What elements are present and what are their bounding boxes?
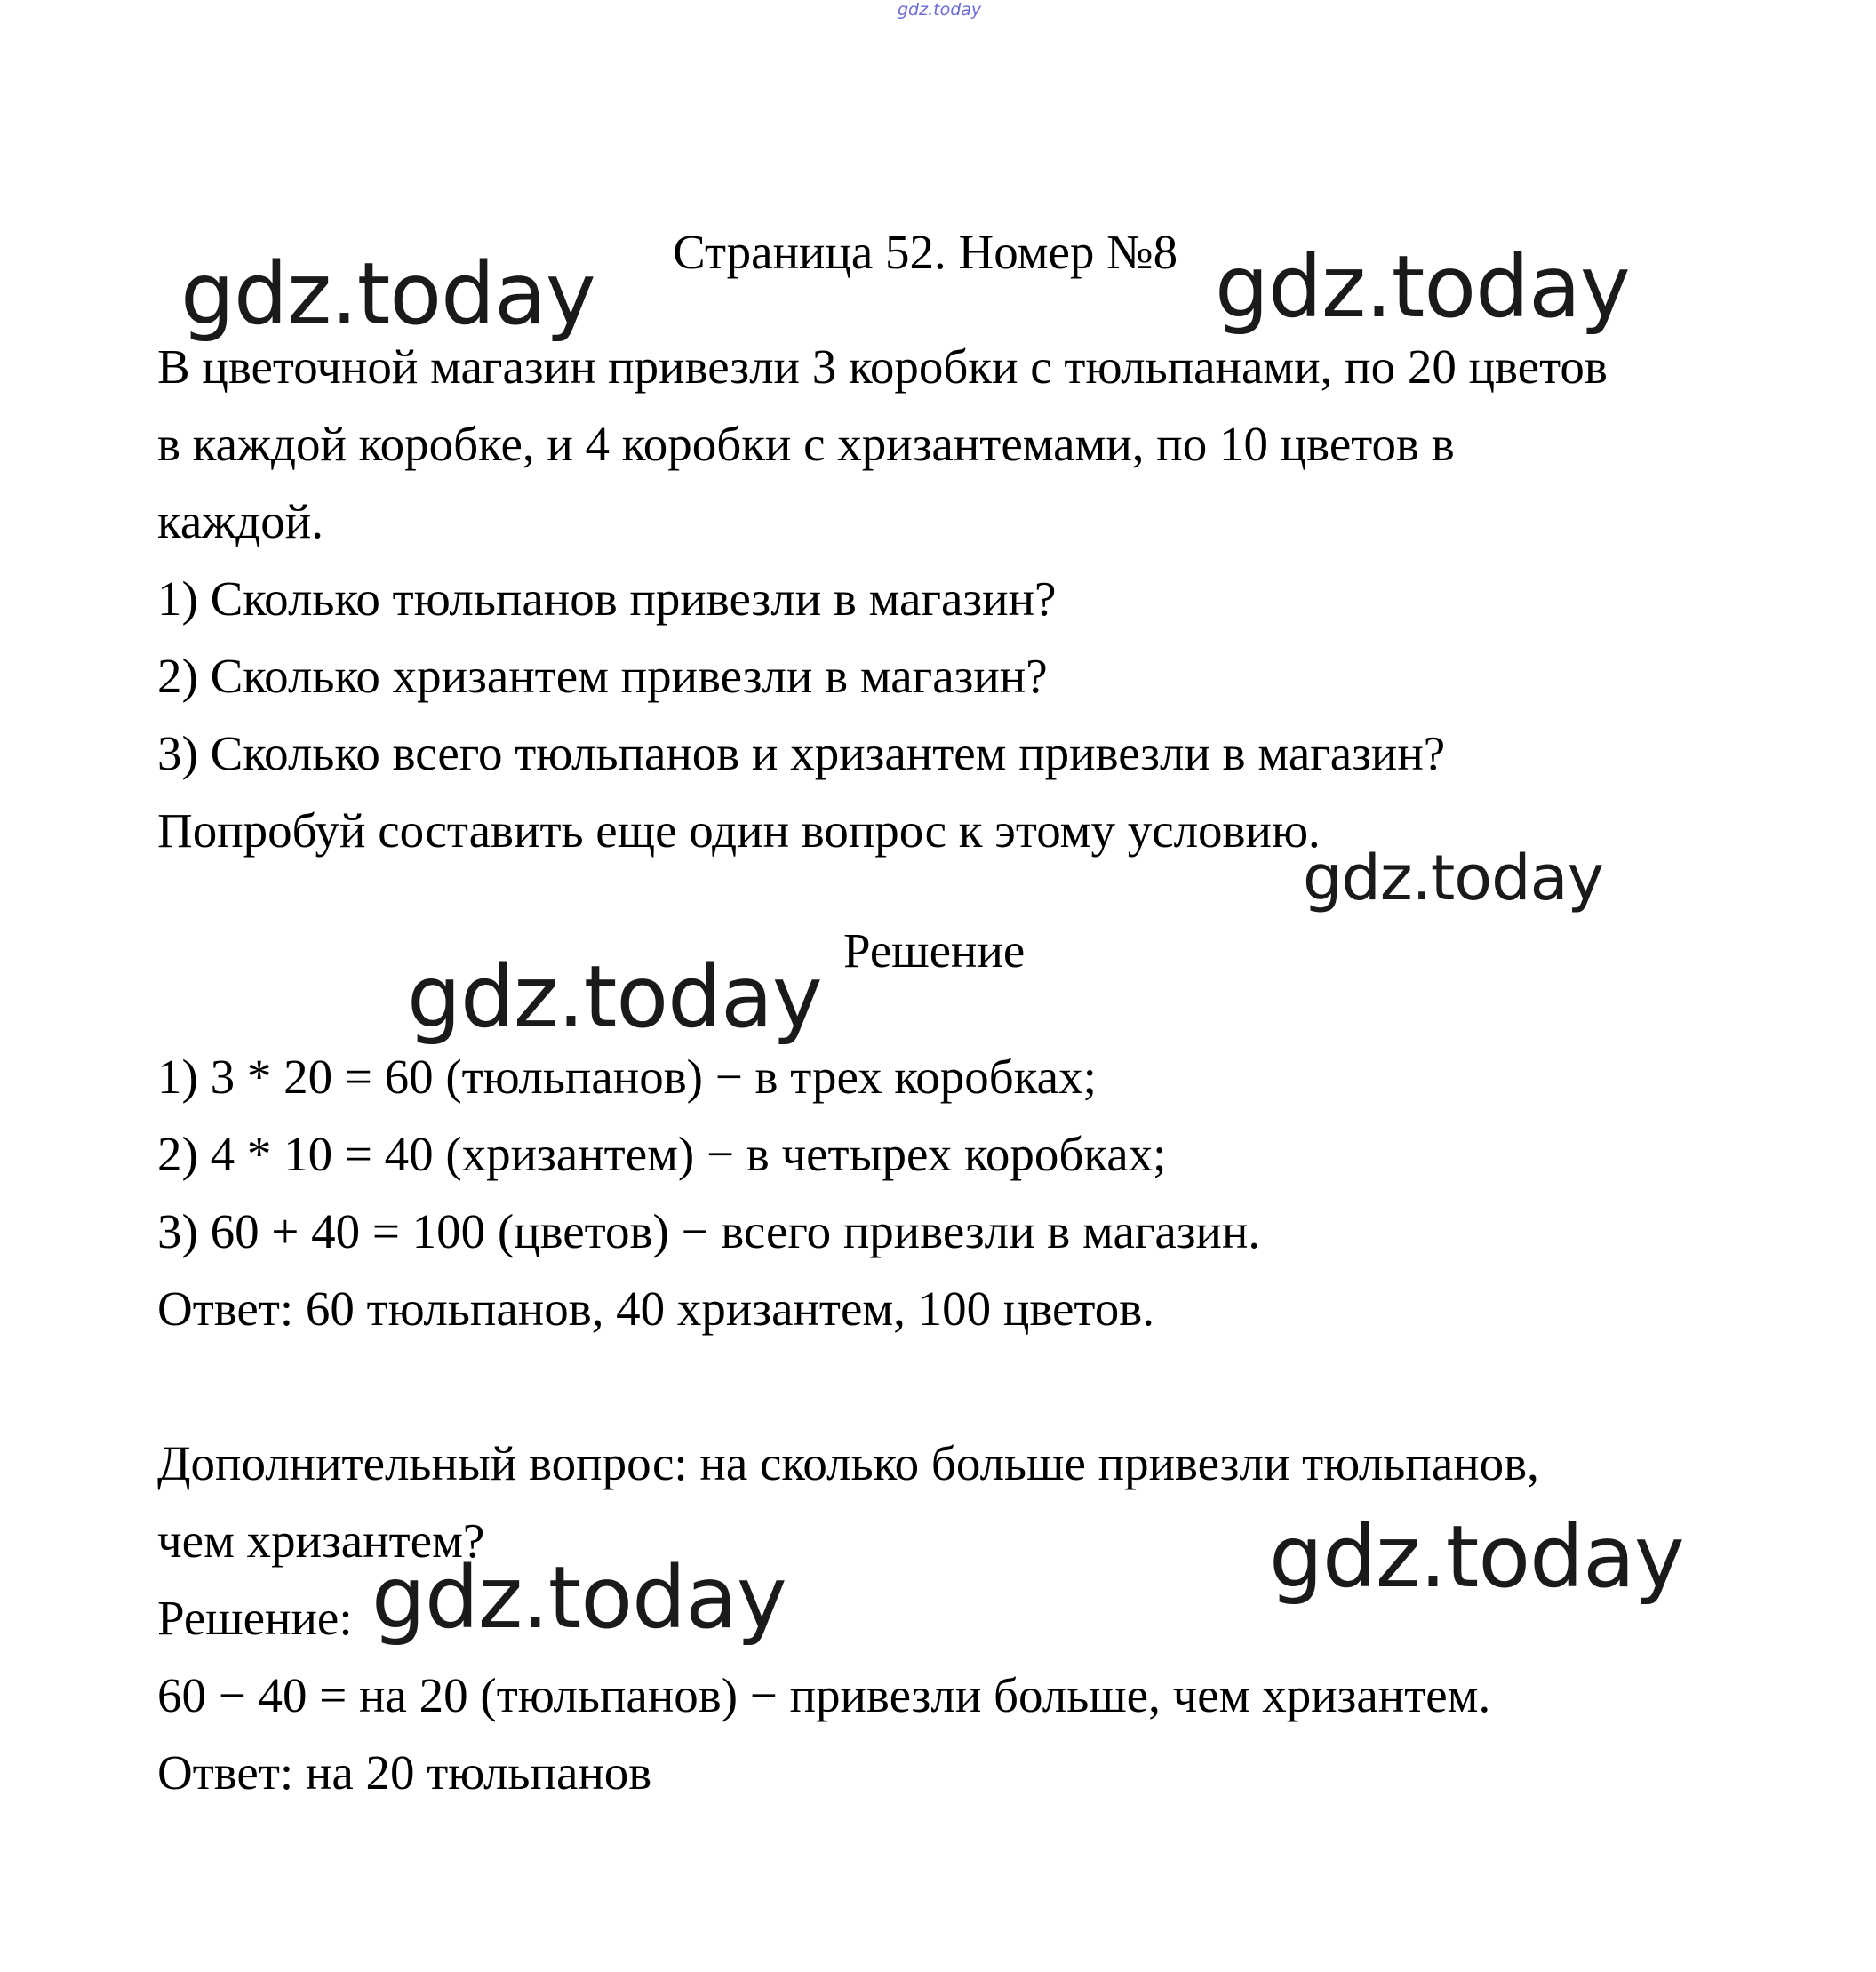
extra-solution-label: Решение:: [157, 1591, 353, 1645]
extra-question-line-2: чем хризантем?: [157, 1513, 485, 1568]
watermark-top: gdz.today: [898, 0, 982, 20]
watermark-3: gdz.today: [1303, 842, 1603, 914]
solution-step-3: 3) 60 + 40 = 100 (цветов) − всего привезли в магазин.: [157, 1204, 1261, 1258]
watermark-2: gdz.today: [1215, 237, 1630, 337]
problem-line-1: В цветочной магазин привезли 3 коробки с тюльпанами, по 20 цветов: [157, 339, 1608, 394]
extra-solution-step: 60 − 40 = на 20 (тюльпанов) − привезли больше, чем хризантем.: [157, 1668, 1491, 1722]
question-2: 2) Сколько хризантем привезли в магазин?: [157, 649, 1048, 703]
watermark-4: gdz.today: [407, 947, 822, 1047]
problem-line-3: каждой.: [157, 494, 323, 548]
watermark-1: gdz.today: [180, 244, 595, 344]
question-1: 1) Сколько тюльпанов привезли в магазин?: [157, 571, 1057, 626]
solution-heading: Решение: [843, 923, 1026, 978]
extra-question-line-1: Дополнительный вопрос: на сколько больше привезли тюльпанов,: [157, 1436, 1539, 1490]
watermark-5: gdz.today: [1269, 1507, 1684, 1607]
problem-line-2: в каждой коробке, и 4 коробки с хризантемами, по 10 цветов в: [157, 417, 1455, 471]
extra-answer: Ответ: на 20 тюльпанов: [157, 1745, 652, 1800]
solution-step-1: 1) 3 * 20 = 60 (тюльпанов) − в трех коробках;: [157, 1050, 1097, 1104]
page-title: Страница 52. Номер №8: [673, 225, 1178, 279]
solution-step-2: 2) 4 * 10 = 40 (хризантем) − в четырех коробках;: [157, 1127, 1167, 1181]
watermark-6: gdz.today: [371, 1548, 786, 1648]
question-3: 3) Сколько всего тюльпанов и хризантем привезли в магазин?: [157, 726, 1446, 780]
solution-answer: Ответ: 60 тюльпанов, 40 хризантем, 100 цветов.: [157, 1281, 1154, 1336]
task-line: Попробуй составить еще один вопрос к этому условию.: [157, 803, 1321, 858]
